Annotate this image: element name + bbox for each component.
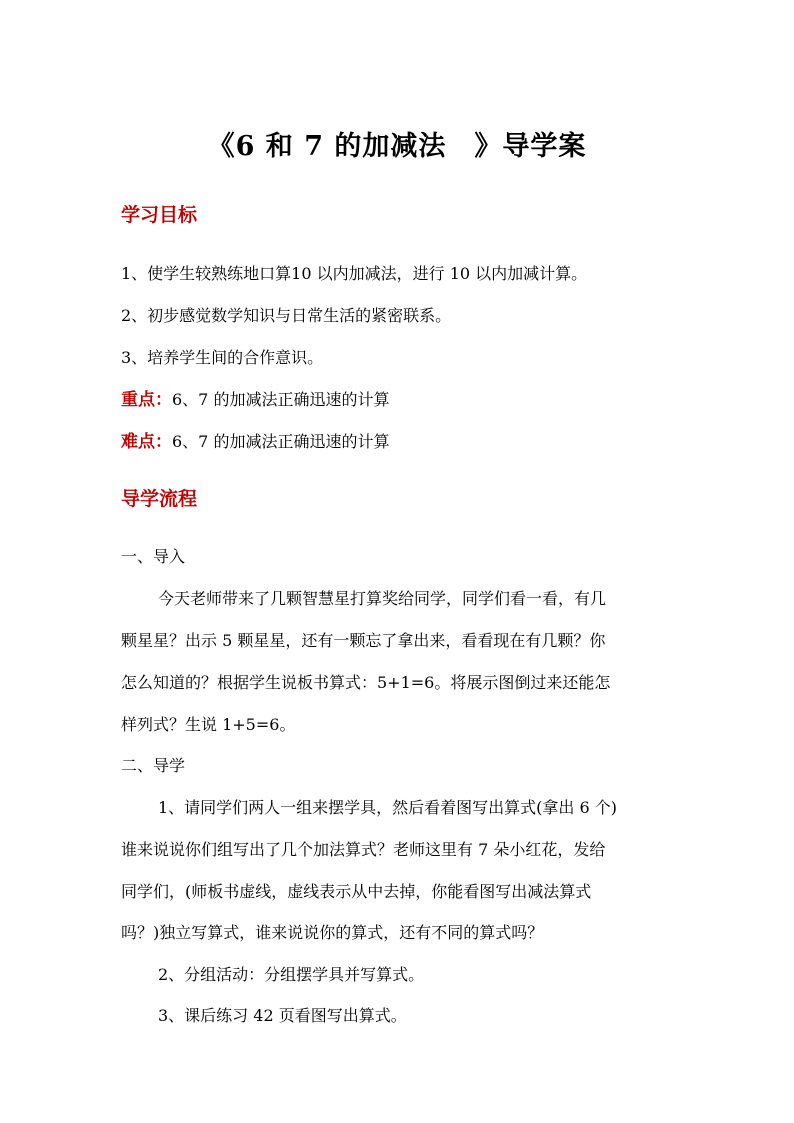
process-heading: 导学流程 [121,488,198,510]
difficulty-line [121,427,389,452]
document-title: 《6 和 7 的加减法 》导学案 [207,131,587,162]
guide-line-5: 2、分组活动：分组摆学具并写算式。 [158,965,425,984]
objective-item-1: 1、使学生较熟练地口算10 以内加减法，进行 10 以内加减计算。 [121,264,588,283]
intro-line-1: 今天老师带来了几颗智慧星打算奖给同学，同学们看一看，有几 [158,589,607,608]
guide-line-2: 谁来说说你们组写出了几个加法算式？老师这里有 7 朵小红花，发给 [121,840,606,859]
objective-item-2: 2、初步感觉数学知识与日常生活的紧密联系。 [121,306,452,325]
key-point-text: 6、7 的加减法正确迅速的计算 [172,390,390,409]
guide-line-1: 1、请同学们两人一组来摆学具，然后看着图写出算式(拿出 6 个) [158,798,618,817]
intro-heading: 一、导入 [121,547,186,566]
objectives-heading: 学习目标 [121,204,198,226]
intro-line-2: 颗星星？出示 5 颗星星，还有一颗忘了拿出来，看看现在有几颗？你 [121,631,606,650]
key-point-line [121,385,389,410]
key-point-label: 重点： [121,390,172,410]
guide-line-6: 3、课后练习 42 页看图写出算式。 [158,1006,407,1025]
guide-heading: 二、导学 [121,756,186,775]
difficulty-label: 难点： [121,432,172,452]
guide-line-4: 吗？)独立写算式，谁来说说你的算式，还有不同的算式吗？ [121,923,544,942]
objective-item-3: 3、培养学生间的合作意识。 [121,348,324,367]
guide-line-3: 同学们，(师板书虚线，虚线表示从中去掉，你能看图写出减法算式 [121,882,592,901]
intro-line-3: 怎么知道的？根据学生说板书算式：5+1=6。将展示图倒过来还能怎 [121,673,611,692]
difficulty-text: 6、7 的加减法正确迅速的计算 [172,432,390,451]
intro-line-4: 样列式？生说 1+5=6。 [121,715,296,734]
